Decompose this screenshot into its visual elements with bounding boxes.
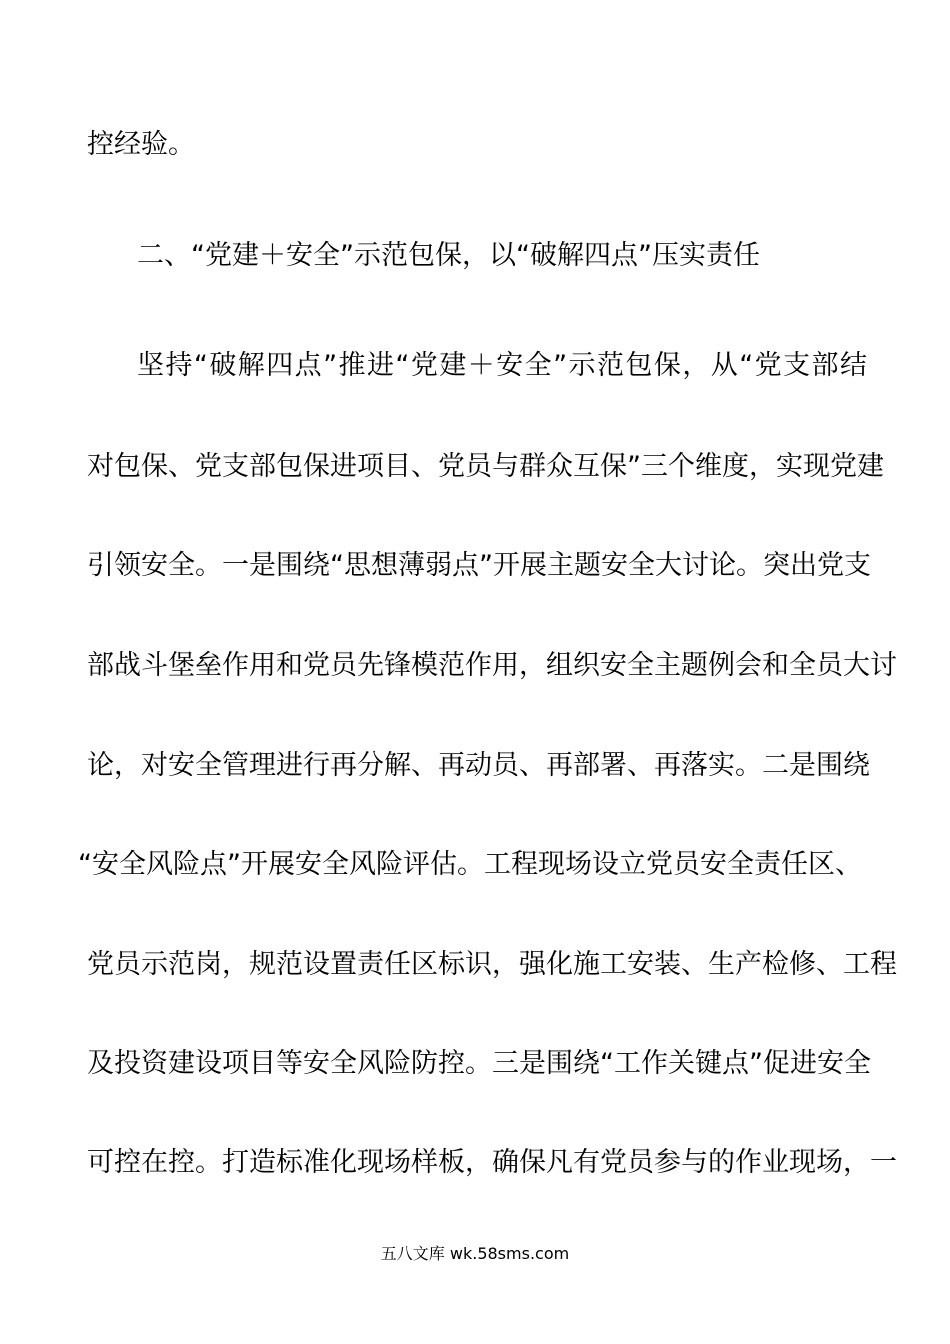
paragraph-line-6: “安全风险点”开展安全风险评估。工程现场设立党员安全责任区、 <box>78 849 862 880</box>
paragraph-line-4: 部战斗堡垒作用和党员先锋模范作用，组织安全主题例会和全员大讨 <box>87 650 897 681</box>
footer-watermark: 五八文库 wk.58sms.com <box>380 1244 570 1263</box>
paragraph-line-7: 党员示范岗，规范设置责任区标识，强化施工安装、生产检修、工程 <box>87 949 897 980</box>
paragraph-line-8: 及投资建设项目等安全风险防控。三是围绕“工作关键点”促进安全 <box>87 1048 871 1079</box>
text-line-1: 控经验。 <box>87 129 195 160</box>
paragraph-line-1: 坚持“破解四点”推进“党建＋安全”示范包保，从“党支部结 <box>137 350 867 381</box>
paragraph-line-9: 可控在控。打造标准化现场样板，确保凡有党员参与的作业现场，一 <box>87 1147 897 1178</box>
paragraph-line-2: 对包保、党支部包保进项目、党员与群众互保”三个维度，实现党建 <box>87 451 884 482</box>
paragraph-line-3: 引领安全。一是围绕“思想薄弱点”开展主题安全大讨论。突出党支 <box>87 550 871 581</box>
paragraph-line-5: 论，对安全管理进行再分解、再动员、再部署、再落实。二是围绕 <box>87 750 870 781</box>
section-heading: 二、“党建＋安全”示范包保，以“破解四点”压实责任 <box>137 240 760 271</box>
